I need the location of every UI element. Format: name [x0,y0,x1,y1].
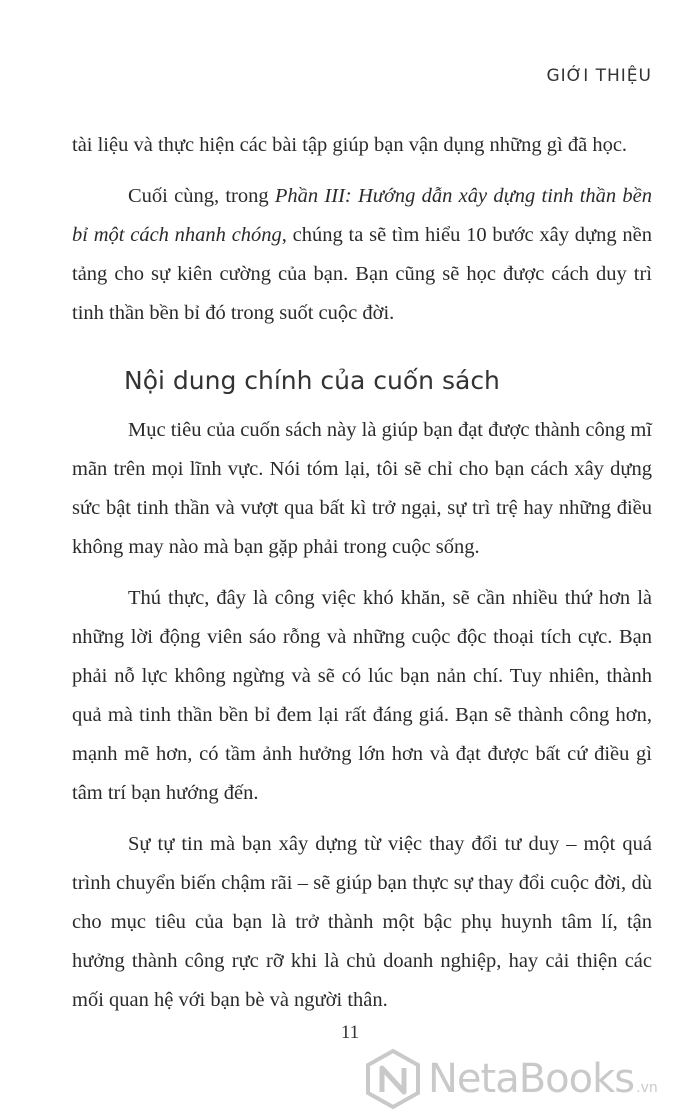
watermark [362,1044,692,1114]
text-run: , chúng ta sẽ tìm hiểu 10 bước xây dựng nền tảng cho sự kiên cường của bạn. Bạn cũng sẽ học được cách duy trì tinh thần bền bỉ đó trong suốt cuộc đời. [72,224,652,324]
paragraph-goal: Mục tiêu của cuốn sách này là giúp bạn đạt được thành công mĩ mãn trên mọi lĩnh vực. Nói tóm lại, tôi sẽ chỉ cho bạn cách xây dựng sức bật tinh thần và vượt qua bất kì trở ngại, sự trì trệ hay những điều không may nào mà bạn gặp phải trong cuộc sống. [72,419,652,558]
section-heading: Nội dung chính của cuốn sách [124,366,500,395]
page-body [72,126,652,1032]
page-number: 11 [340,1022,360,1043]
paragraph-continuation: tài liệu và thực hiện các bài tập giúp bạn vận dụng những gì đã học. [72,134,628,156]
running-head: GIỚI THIỆU [546,66,652,86]
watermark-suffix: .vn [636,1080,658,1096]
italic-title: Phần III: Hướng dẫn xây dựng tinh thần bền bỉ một cách nhanh chóng [72,185,652,246]
watermark-brand: NetaBooks [428,1056,635,1102]
paragraph-effort: Thú thực, đây là công việc khó khăn, sẽ cần nhiều thứ hơn là những lời động viên sáo rỗng và những cuộc độc thoại tích cực. Bạn phải nỗ lực không ngừng và sẽ có lúc bạn nản chí. Tuy nhiên, thành quả mà tinh thần bền bỉ đem lại rất đáng giá. Bạn sẽ thành công hơn, mạnh mẽ hơn, có tầm ảnh hưởng lớn hơn và đạt được bất cứ điều gì tâm trí bạn hướng đến. [72,587,652,804]
netabooks-logo-icon [362,1048,424,1110]
text-run: Cuối cùng, trong [128,185,275,207]
paragraph-part-iii [72,177,652,333]
paragraph-confidence: Sự tự tin mà bạn xây dựng từ việc thay đổi tư duy – một quá trình chuyển biến chậm rãi – sẽ giúp bạn thực sự thay đổi cuộc đời, dù cho mục tiêu của bạn là trở thành một bậc phụ huynh tâm lí, tận hưởng thành công rực rỡ khi là chủ doanh nghiệp, hay cải thiện các mối quan hệ với bạn bè và người thân. [72,833,652,1011]
